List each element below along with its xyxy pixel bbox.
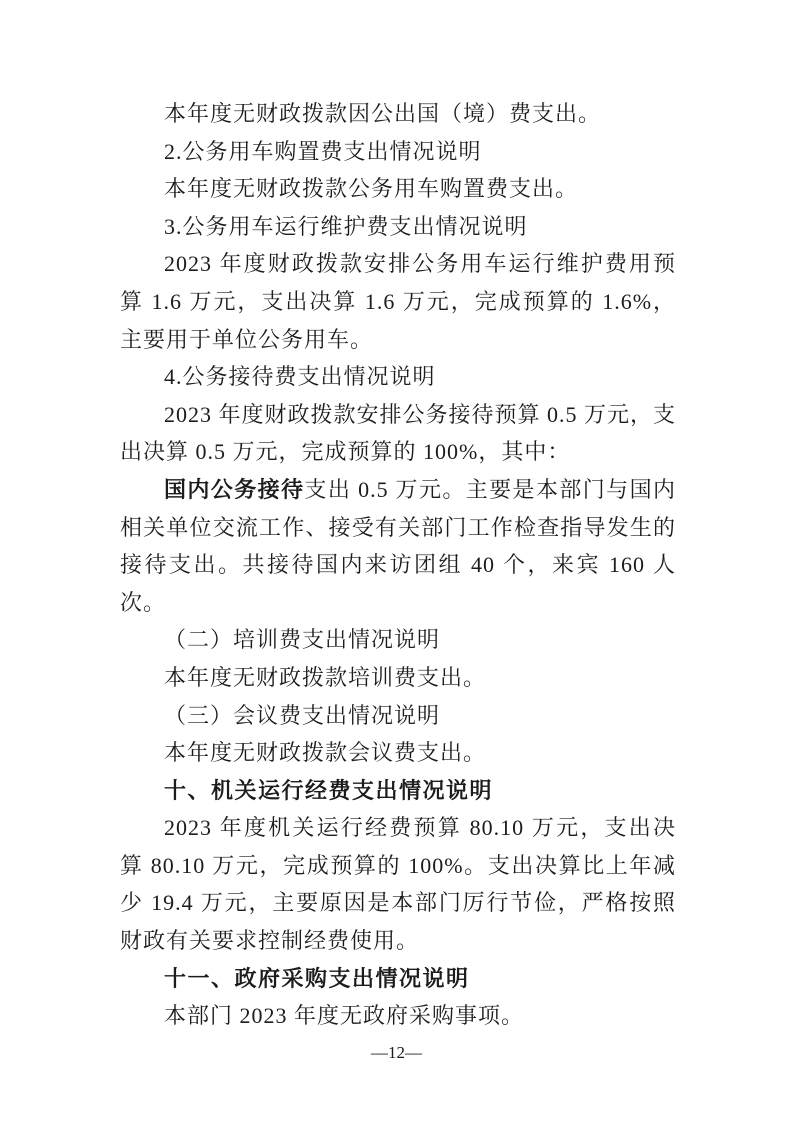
sub-heading: 2.公务用车购置费支出情况说明: [164, 138, 482, 164]
paragraph: 2023 年度财政拨款安排公务接待预算 0.5 万元，支出决算 0.5 万元，完成预算的 100%，其中：: [120, 401, 677, 465]
sub-heading: （二）培训费支出情况说明: [164, 627, 441, 653]
sub-heading: （三）会议费支出情况说明: [164, 702, 441, 728]
paragraph: 本部门 2023 年度无政府采购事项。: [164, 1003, 525, 1029]
paragraph: 本年度无财政拨款因公出国（境）费支出。: [164, 101, 602, 126]
sub-heading: 3.公务用车运行维护费支出情况说明: [164, 213, 528, 239]
paragraph: 2023 年度财政拨款安排公务用车运行维护费用预算 1.6 万元，支出决算 1.6 万元，完成预算的 1.6%，主要用于单位公务用车。: [120, 251, 676, 352]
sub-heading: 4.公务接待费支出情况说明: [164, 364, 436, 390]
section-heading: 十、机关运行经费支出情况说明: [164, 777, 494, 803]
bold-lead: 国内公务接待: [164, 476, 305, 502]
paragraph: 本年度无财政拨款公务用车购置费支出。: [164, 176, 579, 202]
paragraph: 2023 年度机关运行经费预算 80.10 万元，支出决算 80.10 万元，完成预算的 100%。支出决算比上年减少 19.4 万元，主要原因是本部门厉行节俭，严格按照财政有关要求控制经费使用。: [120, 815, 676, 954]
document-body: [120, 95, 676, 1035]
paragraph: 本年度无财政拨款会议费支出。: [164, 740, 487, 766]
section-heading: 十一、政府采购支出情况说明: [164, 965, 470, 991]
paragraph: 本年度无财政拨款培训费支出。: [164, 664, 487, 690]
paragraph: 国内公务接待支出 0.5 万元。主要是本部门与国内相关单位交流工作、接受有关部门工作检查指导发生的接待支出。共接待国内来访团组 40 个，来宾 160 人次。: [120, 476, 676, 615]
page-number: —12—: [371, 1043, 422, 1062]
